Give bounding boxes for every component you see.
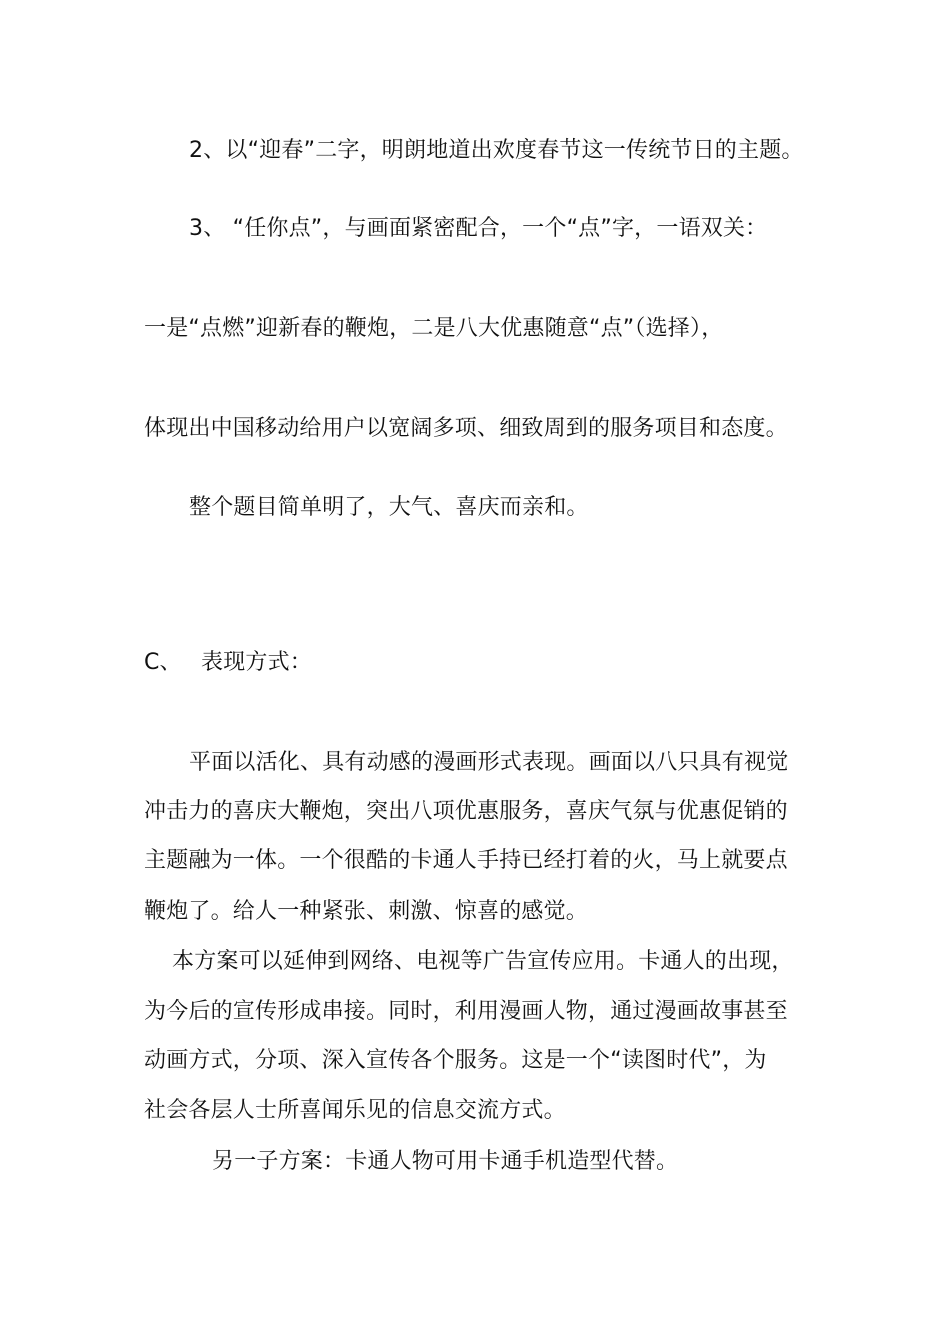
section-heading: 表现方式： — [201, 650, 313, 675]
paragraph-line: 鞭炮了。给人一种紧张、刺激、惊喜的感觉。 — [144, 899, 589, 924]
paragraph-line: 主题融为一体。一个很酷的卡通人手持已经打着的火，马上就要点 — [144, 848, 788, 873]
paragraph-line: 3、 “任你点”，与画面紧密配合，一个“点”字，一语双关： — [189, 216, 768, 241]
paragraph-line: 另一子方案：卡通人物可用卡通手机造型代替。 — [212, 1149, 679, 1174]
paragraph-line: 体现出中国移动给用户以宽阔多项、细致周到的服务项目和态度。 — [144, 416, 788, 441]
paragraph-line: 社会各层人士所喜闻乐见的信息交流方式。 — [144, 1098, 566, 1123]
paragraph-line: 2、以“迎春”二字，明朗地道出欢度春节这一传统节日的主题。 — [189, 138, 804, 163]
paragraph-line: 冲击力的喜庆大鞭炮，突出八项优惠服务，喜庆气氛与优惠促销的 — [144, 799, 788, 824]
section-marker: C、 — [144, 650, 182, 675]
paragraph-line: 本方案可以延伸到网络、电视等广告宣传应用。卡通人的出现， — [172, 949, 794, 974]
paragraph-line: 动画方式，分项、深入宣传各个服务。这是一个“读图时代”，为 — [144, 1048, 767, 1073]
paragraph-line: 一是“点燃”迎新春的鞭炮，二是八大优惠随意“点”（选择）， — [144, 316, 724, 341]
paragraph-line: 平面以活化、具有动感的漫画形式表现。画面以八只具有视觉 — [189, 750, 789, 775]
paragraph-line: 为今后的宣传形成串接。同时，利用漫画人物，通过漫画故事甚至 — [144, 999, 788, 1024]
paragraph-line: 整个题目简单明了，大气、喜庆而亲和。 — [189, 495, 589, 520]
